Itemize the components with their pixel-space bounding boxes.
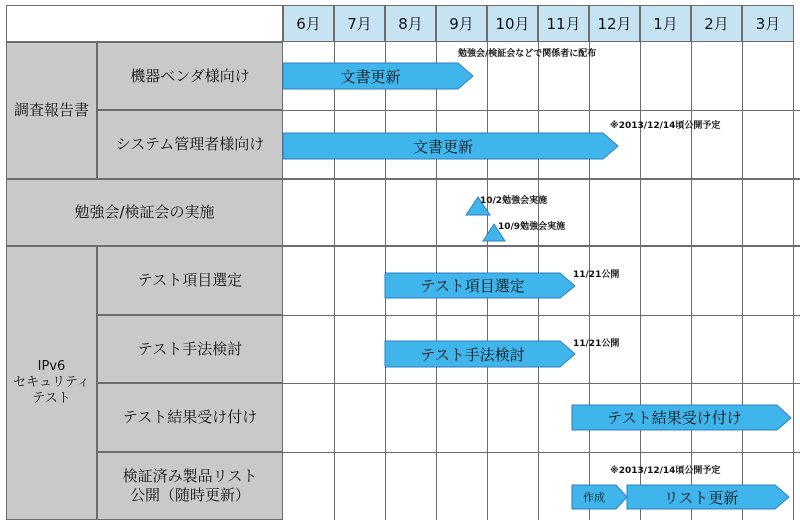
arrow-create (572, 485, 627, 509)
row-test-method: テスト手法検討 (97, 315, 283, 383)
group-workshop: 勉強会/検証会の実施 (6, 179, 283, 246)
month-12: 12月 (589, 5, 640, 42)
bar-label-test-method: テスト手法検討 (420, 345, 525, 364)
arrow-test-items (385, 273, 575, 298)
arrow-test-method (385, 341, 575, 367)
row-vendor: 機器ベンダ様向け (97, 42, 283, 110)
month-1: 1月 (640, 5, 691, 42)
bar-label-list-update: リスト更新 (663, 488, 739, 507)
month-6: 6月 (283, 5, 334, 42)
arrow-vendor-doc (283, 63, 473, 89)
note-workshop-1: 10/2勉強会実施 (480, 196, 548, 206)
group-survey-report: 調査報告書 (6, 42, 97, 179)
bar-label-test-results: テスト結果受け付け (607, 409, 742, 427)
row-verified-list: 検証済み製品リスト 公開（随時更新） (97, 452, 283, 520)
note-publish-test-method: 11/21公開 (573, 339, 620, 349)
arrow-test-results (572, 405, 791, 430)
month-3: 3月 (742, 5, 794, 42)
month-9: 9月 (436, 5, 487, 42)
row-test-results: テスト結果受け付け (97, 383, 283, 452)
month-2: 2月 (691, 5, 742, 42)
month-11: 11月 (538, 5, 589, 42)
note-workshop-2: 10/9勉強会実施 (498, 222, 566, 232)
bar-label-create: 作成 (583, 491, 605, 504)
note-release-sysadmin: ※2013/12/14頃公開予定 (610, 121, 721, 131)
note-publish-test-items: 11/21公開 (573, 270, 620, 280)
note-release-list: ※2013/12/14頃公開予定 (610, 466, 721, 476)
row-test-items: テスト項目選定 (97, 246, 283, 315)
note-distribute: 勉強会/検証会などで関係者に配布 (458, 49, 597, 59)
month-10: 10月 (487, 5, 538, 42)
arrow-list-update (627, 485, 789, 509)
month-7: 7月 (334, 5, 385, 42)
bar-label-vendor-doc: 文書更新 (340, 67, 401, 86)
bar-label-sysadmin-doc: 文書更新 (412, 137, 473, 156)
month-8: 8月 (385, 5, 436, 42)
arrow-sysadmin-doc (283, 133, 618, 159)
bar-label-test-items: テスト項目選定 (420, 277, 525, 295)
row-sysadmin: システム管理者様向け (97, 110, 283, 179)
group-ipv6-security-test: IPv6 セキュリティ テスト (6, 246, 97, 520)
